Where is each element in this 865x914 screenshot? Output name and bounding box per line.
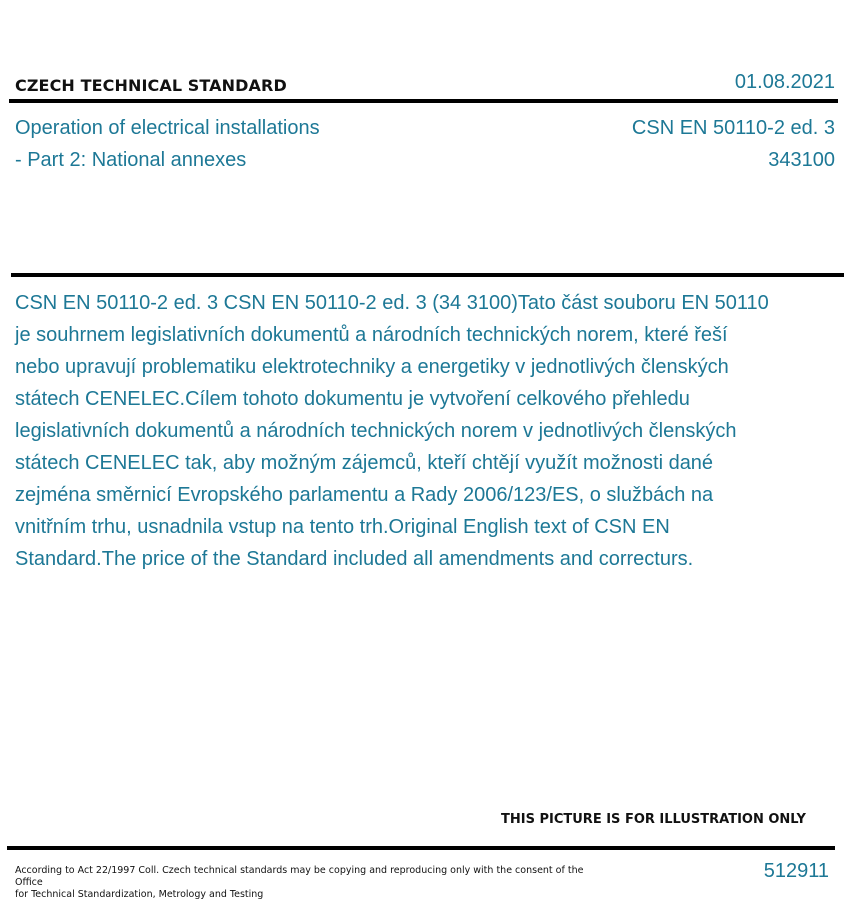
- document-type-label: CZECH TECHNICAL STANDARD: [15, 76, 287, 95]
- illustration-notice: THIS PICTURE IS FOR ILLUSTRATION ONLY: [501, 812, 806, 827]
- legal-notice-line-1: According to Act 22/1997 Coll. Czech technical standards may be copying and reproducing only with the consent of the Office: [15, 865, 584, 888]
- standard-title-line-1: Operation of electrical installations: [15, 117, 320, 139]
- header-divider: [9, 99, 838, 103]
- description-designation: CSN EN 50110-2 ed. 3 CSN EN 50110-2 ed. 3 (34 3100): [15, 292, 518, 314]
- publication-date: 01.08.2021: [734, 71, 835, 93]
- description-purpose: Cílem tohoto dokumentu je vytvoření celkového přehledu legislativních dokumentů a národních technických norem v jednotlivých členských státech CENELEC tak, aby možným zájemců, kteří chtějí využít možnosti dané zejména směrnicí Evropského parlamentu a Rady 2006/123/ES, o službách na vnitřním trhu, usnadnila vstup na tento trh.Original English text of CSN EN Standard.The price of the Standard included all amendments and correcturs.: [15, 388, 737, 570]
- standard-title-line-2: - Part 2: National annexes: [15, 149, 247, 171]
- title-divider: [11, 273, 844, 277]
- description-scope: Tato část souboru EN 50110 je souhrnem legislativních dokumentů a národních technických norem, které řeší nebo upravují problematiku elektrotechniky a energetiky v jednotlivých členských státech CENELEC.: [15, 292, 769, 410]
- standard-designation: CSN EN 50110-2 ed. 3: [631, 117, 835, 139]
- standard-description: [15, 287, 775, 575]
- footer-divider: [7, 846, 835, 850]
- catalog-code: 512911: [763, 860, 829, 882]
- legal-notice: [15, 865, 585, 901]
- legal-notice-line-2: for Technical Standardization, Metrology and Testing: [15, 889, 264, 900]
- classification-number: 343100: [768, 149, 835, 171]
